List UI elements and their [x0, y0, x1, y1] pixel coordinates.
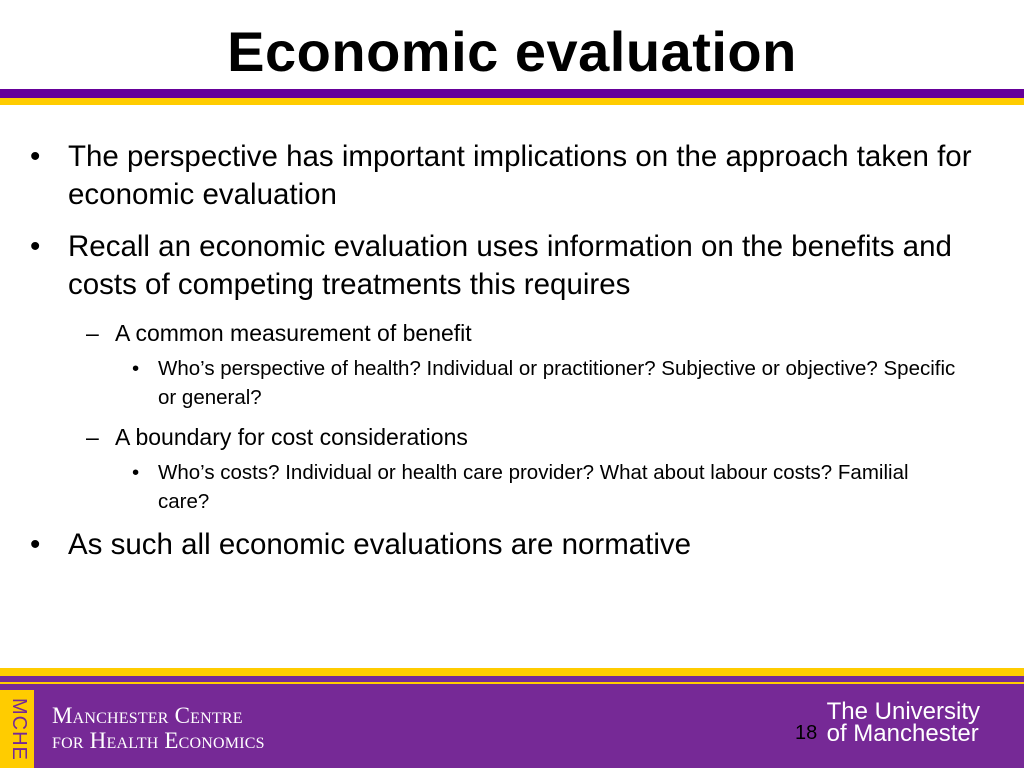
bullet-text: Recall an economic evaluation uses information on the benefits and costs of competing treatments this requires	[68, 230, 952, 301]
sub-sub-bullet-item	[132, 458, 964, 516]
bullet-marker: •	[132, 461, 140, 484]
university-logo-line1: The University	[826, 698, 980, 725]
centre-logo	[52, 703, 265, 753]
sub-sub-bullet-text: Who’s costs? Individual or health care provider? What about labour costs? Familial care?	[158, 461, 909, 513]
centre-logo-line2: for Health Economics	[52, 728, 265, 753]
university-logo	[826, 698, 980, 747]
footer-rule-gold	[0, 668, 1024, 676]
page-number: 18	[795, 722, 818, 744]
bullet-text: The perspective has important implications on the approach taken for economic evaluation	[68, 140, 972, 211]
footer-rule-thin	[0, 682, 1024, 684]
dash-marker: –	[86, 424, 99, 450]
bullet-marker: •	[132, 357, 140, 380]
centre-logo-line1: Manchester Centre	[52, 703, 243, 728]
bullet-marker: •	[30, 140, 41, 173]
title-rule-purple	[0, 89, 1024, 98]
bullet-marker: •	[30, 230, 41, 263]
sub-bullet-item	[86, 422, 984, 452]
sub-sub-bullet-text: Who’s perspective of health? Individual or practitioner? Subjective or objective? Specific or general?	[158, 357, 956, 409]
bullet-text: As such all economic evaluations are normative	[68, 528, 692, 561]
sub-bullet-item	[86, 318, 984, 348]
title-rule-gold	[0, 98, 1024, 105]
sub-sub-bullet-item	[132, 354, 964, 412]
bullet-item	[30, 228, 984, 304]
bullet-item	[30, 526, 984, 564]
bullet-item	[30, 138, 984, 214]
slide-body	[0, 138, 1024, 578]
mche-logo-text: MCHE	[8, 697, 30, 761]
sub-bullet-text: A common measurement of benefit	[115, 320, 472, 346]
dash-marker: –	[86, 320, 99, 346]
slide-title: Economic evaluation	[227, 20, 797, 83]
university-logo-line2: of Manchester	[826, 720, 979, 747]
sub-bullet-text: A boundary for cost considerations	[115, 424, 468, 450]
bullet-marker: •	[30, 528, 41, 561]
